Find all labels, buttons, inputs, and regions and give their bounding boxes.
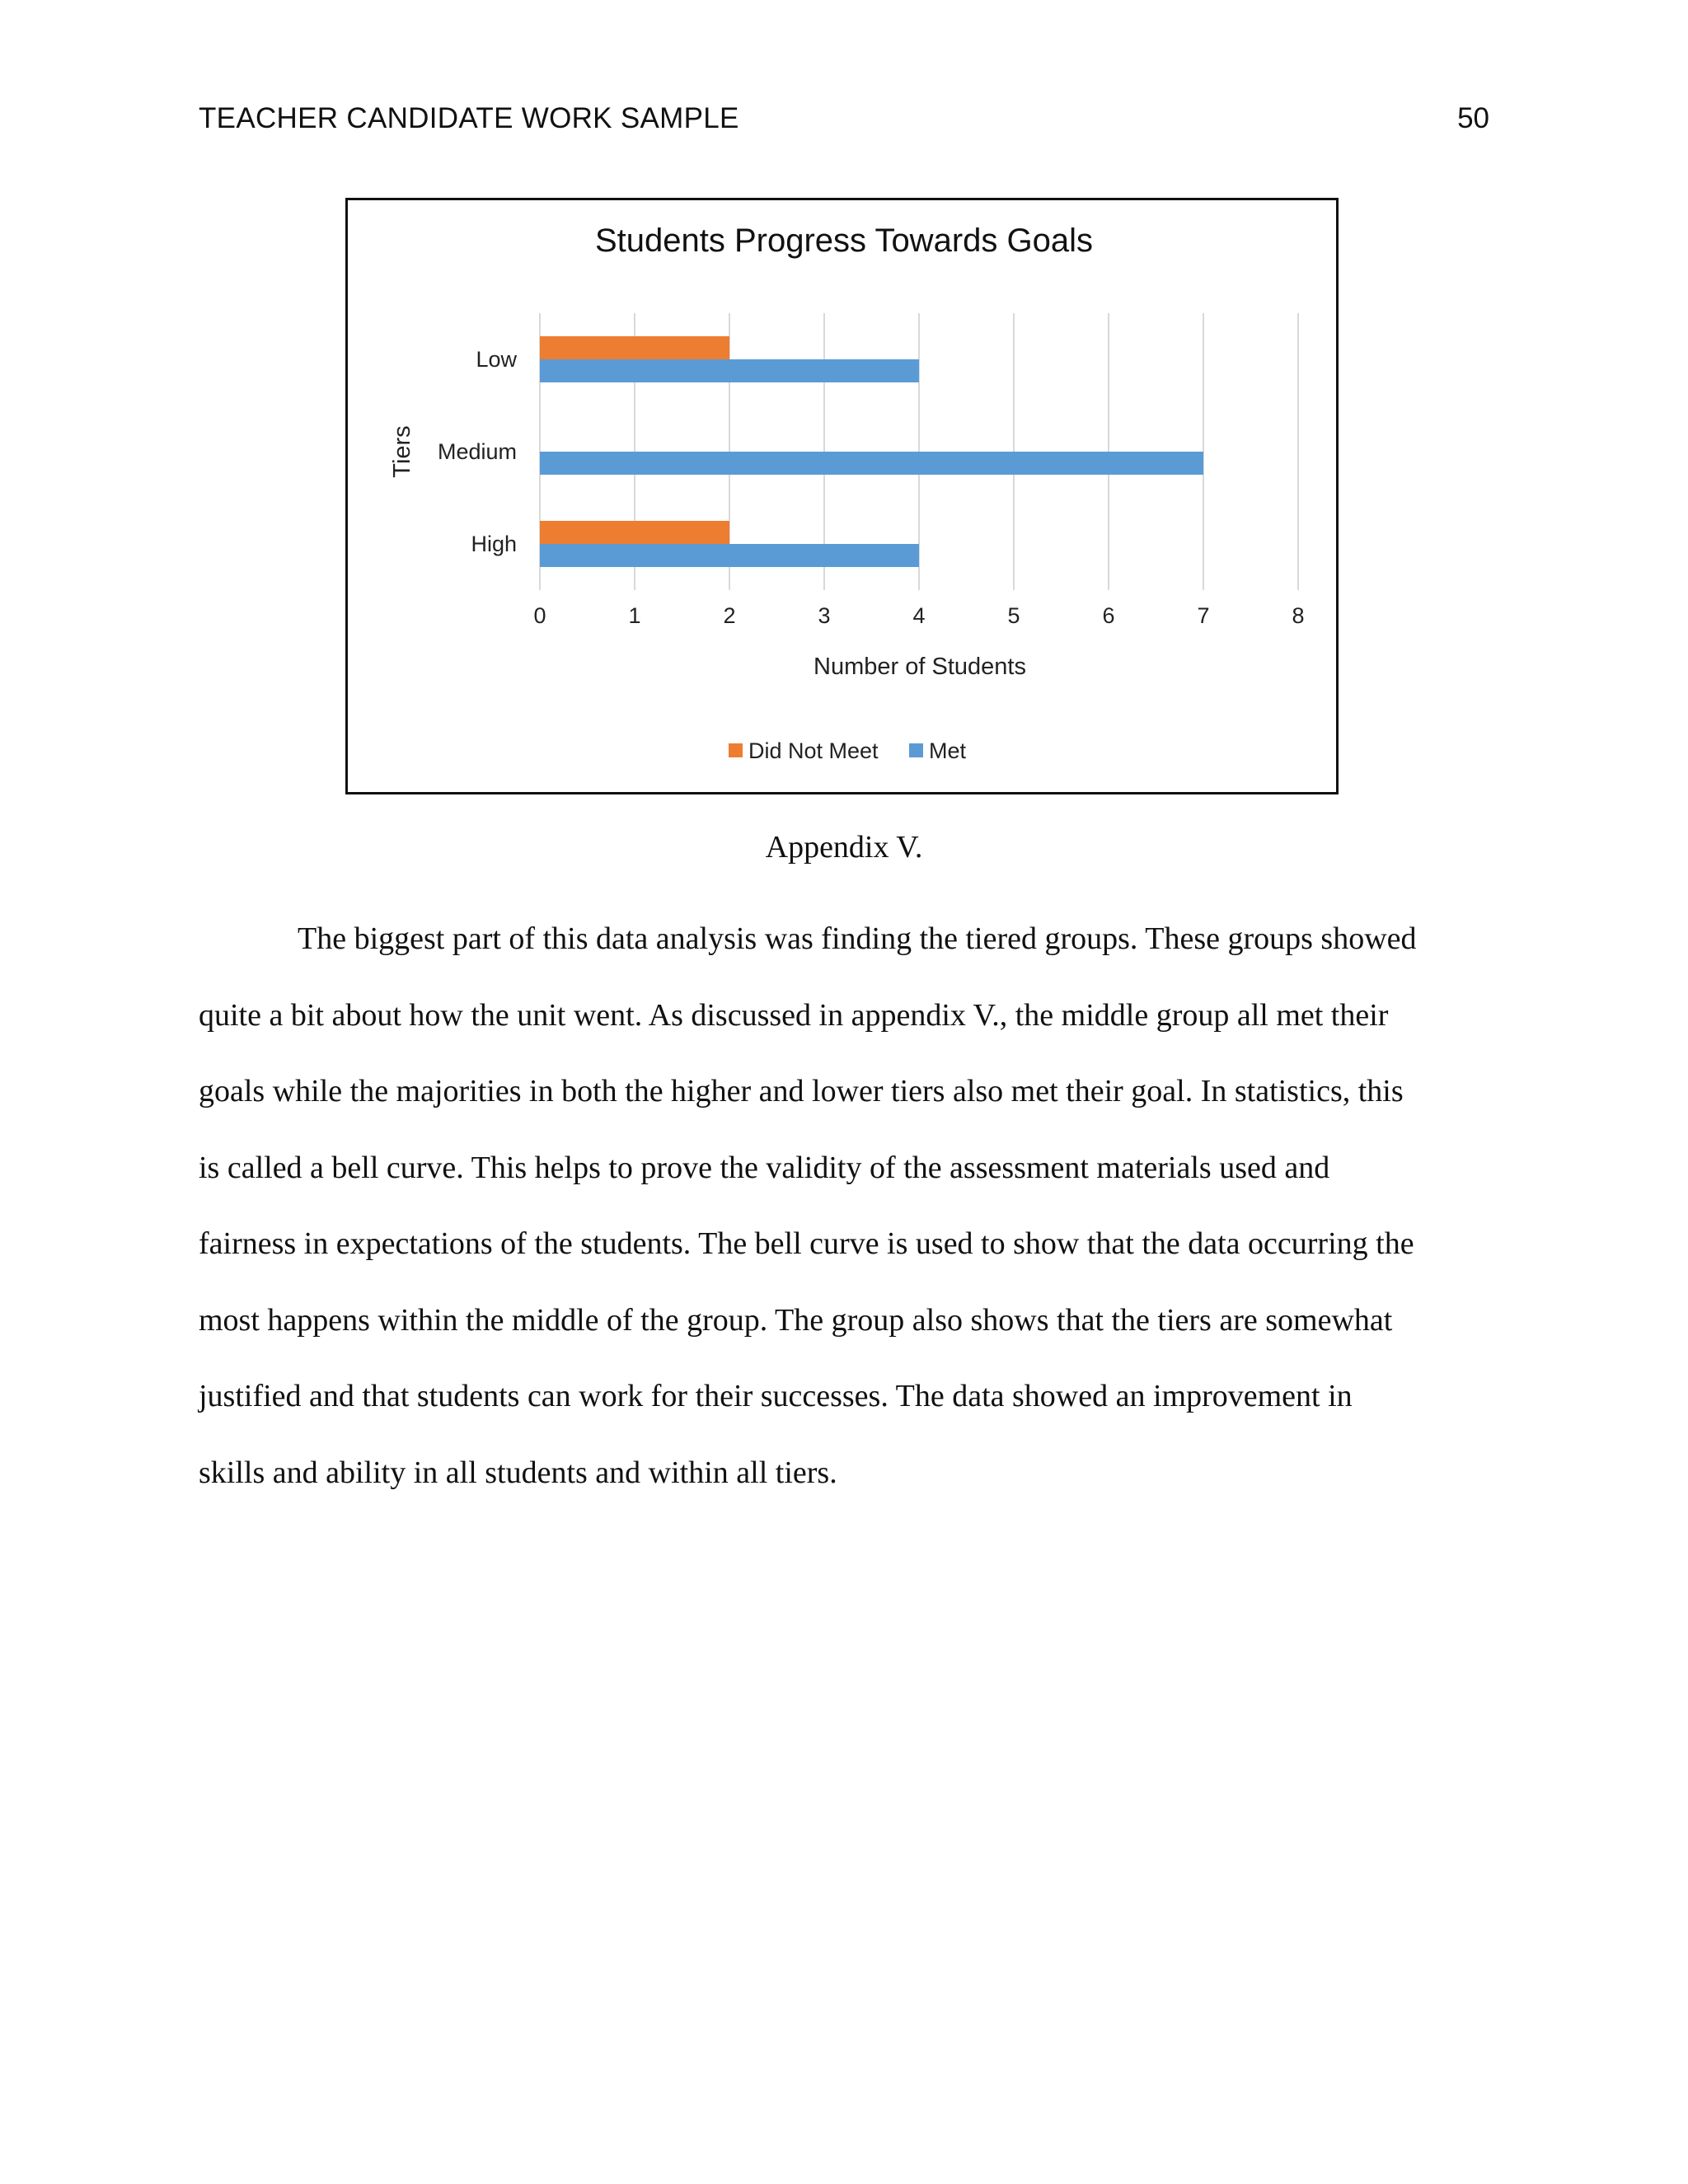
body-line: The biggest part of this data analysis was finding the tiered groups. These groups showed <box>298 921 1417 956</box>
body-line: justified and that students can work for their successes. The data showed an improvement in <box>199 1379 1353 1413</box>
x-tick-label: 1 <box>628 603 641 628</box>
body-line: goals while the majorities in both the higher and lower tiers also met their goal. In statistics, this <box>199 1074 1404 1108</box>
x-tick-label: 3 <box>818 603 831 628</box>
bar-did-not-meet-low <box>540 336 729 359</box>
bar-met-medium <box>540 452 1203 475</box>
body-paragraph <box>199 901 1493 1511</box>
legend-label: Met <box>929 738 967 763</box>
legend-swatch <box>909 743 923 757</box>
x-tick-label: 5 <box>1007 603 1020 628</box>
legend <box>729 738 967 763</box>
body-line: quite a bit about how the unit went. As discussed in appendix V., the middle group all met their <box>199 997 1389 1033</box>
body-line: fairness in expectations of the students. The bell curve is used to show that the data occurring the <box>199 1226 1414 1261</box>
bar-met-low <box>540 359 919 382</box>
legend-swatch <box>729 743 743 757</box>
chart-title: Students Progress Towards Goals <box>594 223 1094 259</box>
y-axis-label: Tiers <box>389 425 415 478</box>
body-line: is called a bell curve. This helps to prove the validity of the assessment materials used and <box>199 1150 1330 1185</box>
running-head <box>199 102 1489 142</box>
body-line: most happens within the middle of the group. The group also shows that the tiers are somewhat <box>199 1302 1393 1338</box>
bar-did-not-meet-high <box>540 521 729 544</box>
y-tick-label: Low <box>476 347 517 372</box>
x-tick-label: 7 <box>1197 603 1210 628</box>
x-axis-label: Number of Students <box>814 654 1026 680</box>
chart-frame <box>345 198 1339 794</box>
page-number: 50 <box>1457 102 1489 134</box>
x-tick-label: 8 <box>1292 603 1305 628</box>
axis-ticks <box>438 347 1305 628</box>
x-tick-label: 6 <box>1102 603 1115 628</box>
y-tick-label: Medium <box>437 439 517 464</box>
bar-met-high <box>540 544 919 567</box>
x-tick-label: 4 <box>912 603 926 628</box>
running-head-title: TEACHER CANDIDATE WORK SAMPLE <box>199 102 739 134</box>
x-tick-label: 0 <box>533 603 546 628</box>
figure-caption: Appendix V. <box>765 830 923 865</box>
x-tick-label: 2 <box>723 603 736 628</box>
bars <box>540 336 1203 567</box>
legend-label: Did Not Meet <box>748 738 879 763</box>
bar-chart <box>348 200 1336 792</box>
y-tick-label: High <box>471 532 517 556</box>
body-line: skills and ability in all students and within all tiers. <box>199 1455 837 1490</box>
